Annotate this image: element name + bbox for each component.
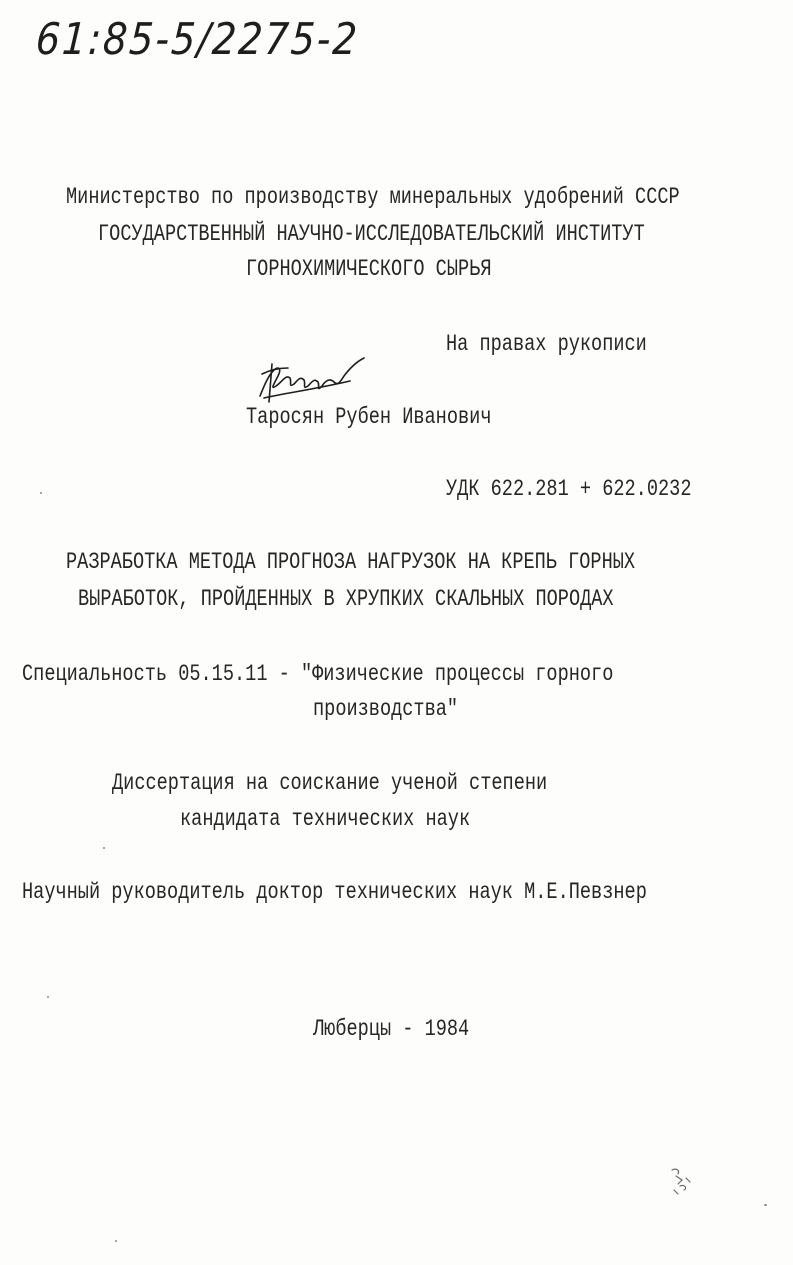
degree-line-1: Диссертация на соискание ученой степени (112, 770, 548, 797)
manuscript-rights-note: На правах рукописи (446, 331, 647, 358)
institute-name-line-2: ГОРНОХИМИЧЕСКОГО СЫРЬЯ (246, 256, 492, 283)
author-name: Таросян Рубен Иванович (246, 404, 492, 431)
archive-number-handwritten: 61:85-5/2275-2 (34, 13, 361, 65)
degree-line-2: кандидата технических наук (180, 806, 471, 833)
specialty-line-1: Специальность 05.15.11 - "Физические процессы горного (22, 661, 614, 688)
scan-speck (115, 1240, 117, 1242)
scan-speck (40, 492, 42, 494)
place-and-year: Люберцы - 1984 (313, 1016, 470, 1043)
dissertation-title-line-2: ВЫРАБОТОК, ПРОЙДЕННЫХ В ХРУПКИХ СКАЛЬНЫХ ПОРОДАХ (78, 586, 614, 613)
institute-name-line-1: ГОСУДАРСТВЕННЫЙ НАУЧНО-ИССЛЕДОВАТЕЛЬСКИЙ ИНСТИТУТ (98, 221, 645, 248)
scan-speck (764, 1204, 767, 1206)
scan-smudge (664, 1164, 698, 1198)
ministry-line: Министерство по производству минеральных удобрений СССР (66, 184, 680, 211)
udc-code: УДК 622.281 + 622.0232 (446, 476, 692, 503)
scan-speck (103, 847, 105, 849)
dissertation-title-line-1: РАЗРАБОТКА МЕТОДА ПРОГНОЗА НАГРУЗОК НА КРЕПЬ ГОРНЫХ (66, 549, 636, 576)
author-signature (256, 356, 368, 406)
specialty-line-2: производства" (313, 696, 459, 723)
scientific-supervisor: Научный руководитель доктор технических наук М.Е.Певзнер (22, 879, 647, 906)
scan-speck (47, 996, 49, 998)
